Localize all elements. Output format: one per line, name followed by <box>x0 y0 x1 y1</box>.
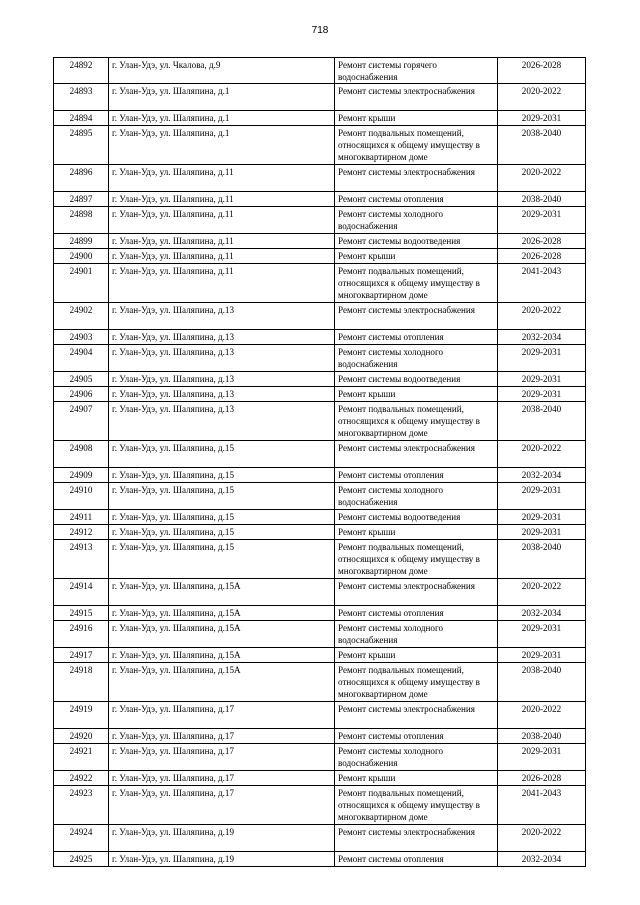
row-number: 24898 <box>54 207 109 234</box>
row-work-type: Ремонт системы отопления <box>335 606 498 621</box>
row-address: г. Улан-Удэ, ул. Шаляпина, д.15А <box>109 648 335 663</box>
row-work-type: Ремонт системы отопления <box>335 729 498 744</box>
row-work-type: Ремонт системы горячего водоснабжения <box>335 58 498 84</box>
row-work-type: Ремонт подвальных помещений, относящихся к общему имуществу в многоквартирном доме <box>335 540 498 579</box>
row-address: г. Улан-Удэ, ул. Шаляпина, д.19 <box>109 852 335 867</box>
row-work-type: Ремонт системы электроснабжения <box>335 579 498 606</box>
row-number: 24922 <box>54 771 109 786</box>
row-work-type: Ремонт подвальных помещений, относящихся к общему имуществу в многоквартирном доме <box>335 264 498 303</box>
table-row <box>54 483 586 510</box>
table-row <box>54 165 586 192</box>
row-number: 24904 <box>54 345 109 372</box>
row-number: 24895 <box>54 126 109 165</box>
row-period: 2029-2031 <box>498 621 586 648</box>
row-number: 24894 <box>54 111 109 126</box>
row-address: г. Улан-Удэ, ул. Шаляпина, д.13 <box>109 330 335 345</box>
table-row <box>54 330 586 345</box>
row-work-type: Ремонт системы отопления <box>335 192 498 207</box>
row-address: г. Улан-Удэ, ул. Шаляпина, д.13 <box>109 402 335 441</box>
row-number: 24914 <box>54 579 109 606</box>
row-period: 2029-2031 <box>498 111 586 126</box>
row-number: 24911 <box>54 510 109 525</box>
table-row <box>54 606 586 621</box>
row-number: 24915 <box>54 606 109 621</box>
table-row <box>54 84 586 111</box>
row-work-type: Ремонт системы холодного водоснабжения <box>335 744 498 771</box>
row-period: 2041-2043 <box>498 786 586 825</box>
table-row <box>54 234 586 249</box>
row-number: 24902 <box>54 303 109 330</box>
row-number: 24893 <box>54 84 109 111</box>
row-number: 24907 <box>54 402 109 441</box>
row-period: 2032-2034 <box>498 606 586 621</box>
row-address: г. Улан-Удэ, ул. Шаляпина, д.17 <box>109 771 335 786</box>
row-work-type: Ремонт системы холодного водоснабжения <box>335 621 498 648</box>
row-work-type: Ремонт подвальных помещений, относящихся к общему имуществу в многоквартирном доме <box>335 786 498 825</box>
table-row <box>54 771 586 786</box>
row-address: г. Улан-Удэ, ул. Шаляпина, д.13 <box>109 372 335 387</box>
row-number: 24905 <box>54 372 109 387</box>
row-work-type: Ремонт крыши <box>335 525 498 540</box>
row-period: 2041-2043 <box>498 264 586 303</box>
row-address: г. Улан-Удэ, ул. Шаляпина, д.15 <box>109 468 335 483</box>
row-period: 2038-2040 <box>498 540 586 579</box>
row-number: 24913 <box>54 540 109 579</box>
row-work-type: Ремонт системы электроснабжения <box>335 825 498 852</box>
row-address: г. Улан-Удэ, ул. Шаляпина, д.15А <box>109 606 335 621</box>
row-number: 24909 <box>54 468 109 483</box>
row-period: 2029-2031 <box>498 345 586 372</box>
row-period: 2020-2022 <box>498 825 586 852</box>
row-address: г. Улан-Удэ, ул. Шаляпина, д.1 <box>109 126 335 165</box>
row-address: г. Улан-Удэ, ул. Шаляпина, д.11 <box>109 207 335 234</box>
table-row <box>54 621 586 648</box>
row-period: 2020-2022 <box>498 441 586 468</box>
row-address: г. Улан-Удэ, ул. Шаляпина, д.1 <box>109 111 335 126</box>
row-period: 2032-2034 <box>498 468 586 483</box>
row-address: г. Улан-Удэ, ул. Шаляпина, д.15 <box>109 525 335 540</box>
row-work-type: Ремонт системы холодного водоснабжения <box>335 345 498 372</box>
row-period: 2038-2040 <box>498 729 586 744</box>
table-row <box>54 402 586 441</box>
row-work-type: Ремонт системы холодного водоснабжения <box>335 207 498 234</box>
row-number: 24897 <box>54 192 109 207</box>
row-period: 2026-2028 <box>498 249 586 264</box>
row-work-type: Ремонт системы водоотведения <box>335 234 498 249</box>
row-work-type: Ремонт подвальных помещений, относящихся к общему имуществу в многоквартирном доме <box>335 402 498 441</box>
row-address: г. Улан-Удэ, ул. Шаляпина, д.1 <box>109 84 335 111</box>
row-address: г. Улан-Удэ, ул. Шаляпина, д.11 <box>109 264 335 303</box>
row-period: 2029-2031 <box>498 207 586 234</box>
row-work-type: Ремонт системы водоотведения <box>335 510 498 525</box>
row-period: 2038-2040 <box>498 126 586 165</box>
row-work-type: Ремонт системы электроснабжения <box>335 84 498 111</box>
row-work-type: Ремонт системы электроснабжения <box>335 165 498 192</box>
row-number: 24925 <box>54 852 109 867</box>
table-row <box>54 663 586 702</box>
table-row <box>54 58 586 84</box>
row-number: 24923 <box>54 786 109 825</box>
row-address: г. Улан-Удэ, ул. Шаляпина, д.11 <box>109 234 335 249</box>
row-address: г. Улан-Удэ, ул. Шаляпина, д.13 <box>109 345 335 372</box>
row-address: г. Улан-Удэ, ул. Шаляпина, д.17 <box>109 786 335 825</box>
table-row <box>54 264 586 303</box>
row-address: г. Улан-Удэ, ул. Шаляпина, д.19 <box>109 825 335 852</box>
row-address: г. Улан-Удэ, ул. Шаляпина, д.15А <box>109 663 335 702</box>
page-number: 718 <box>311 25 329 36</box>
row-number: 24892 <box>54 58 109 84</box>
table-row <box>54 372 586 387</box>
row-number: 24901 <box>54 264 109 303</box>
row-work-type: Ремонт системы электроснабжения <box>335 441 498 468</box>
row-period: 2029-2031 <box>498 387 586 402</box>
row-number: 24918 <box>54 663 109 702</box>
row-period: 2020-2022 <box>498 579 586 606</box>
row-period: 2032-2034 <box>498 852 586 867</box>
table-row <box>54 387 586 402</box>
row-address: г. Улан-Удэ, ул. Шаляпина, д.15 <box>109 510 335 525</box>
row-period: 2032-2034 <box>498 330 586 345</box>
table-row <box>54 729 586 744</box>
row-period: 2038-2040 <box>498 192 586 207</box>
row-period: 2026-2028 <box>498 234 586 249</box>
row-number: 24920 <box>54 729 109 744</box>
row-address: г. Улан-Удэ, ул. Шаляпина, д.15 <box>109 540 335 579</box>
row-period: 2020-2022 <box>498 165 586 192</box>
row-number: 24921 <box>54 744 109 771</box>
row-work-type: Ремонт крыши <box>335 771 498 786</box>
row-period: 2020-2022 <box>498 84 586 111</box>
row-address: г. Улан-Удэ, ул. Шаляпина, д.17 <box>109 729 335 744</box>
row-work-type: Ремонт системы отопления <box>335 468 498 483</box>
row-period: 2029-2031 <box>498 372 586 387</box>
table-row <box>54 702 586 729</box>
table-row <box>54 525 586 540</box>
row-period: 2029-2031 <box>498 483 586 510</box>
repair-schedule-table <box>53 57 586 867</box>
row-number: 24906 <box>54 387 109 402</box>
row-number: 24919 <box>54 702 109 729</box>
row-number: 24900 <box>54 249 109 264</box>
row-period: 2020-2022 <box>498 303 586 330</box>
row-period: 2029-2031 <box>498 648 586 663</box>
table-row <box>54 744 586 771</box>
row-period: 2029-2031 <box>498 510 586 525</box>
row-period: 2029-2031 <box>498 744 586 771</box>
row-address: г. Улан-Удэ, ул. Чкалова, д.9 <box>109 58 335 84</box>
table-row <box>54 540 586 579</box>
row-work-type: Ремонт подвальных помещений, относящихся к общему имуществу в многоквартирном доме <box>335 126 498 165</box>
row-address: г. Улан-Удэ, ул. Шаляпина, д.15 <box>109 483 335 510</box>
table-row <box>54 303 586 330</box>
row-work-type: Ремонт крыши <box>335 387 498 402</box>
row-number: 24899 <box>54 234 109 249</box>
row-number: 24896 <box>54 165 109 192</box>
row-period: 2026-2028 <box>498 771 586 786</box>
table-row <box>54 111 586 126</box>
table-row <box>54 249 586 264</box>
table-row <box>54 648 586 663</box>
row-number: 24910 <box>54 483 109 510</box>
row-work-type: Ремонт крыши <box>335 249 498 264</box>
row-work-type: Ремонт системы электроснабжения <box>335 303 498 330</box>
row-address: г. Улан-Удэ, ул. Шаляпина, д.15А <box>109 579 335 606</box>
row-period: 2026-2028 <box>498 58 586 84</box>
table-row <box>54 786 586 825</box>
table-row <box>54 825 586 852</box>
row-address: г. Улан-Удэ, ул. Шаляпина, д.13 <box>109 303 335 330</box>
table-body <box>54 58 586 867</box>
row-number: 24908 <box>54 441 109 468</box>
table-row <box>54 207 586 234</box>
row-address: г. Улан-Удэ, ул. Шаляпина, д.17 <box>109 702 335 729</box>
row-number: 24924 <box>54 825 109 852</box>
table-row <box>54 579 586 606</box>
row-period: 2029-2031 <box>498 525 586 540</box>
row-number: 24912 <box>54 525 109 540</box>
table-row <box>54 852 586 867</box>
row-address: г. Улан-Удэ, ул. Шаляпина, д.11 <box>109 165 335 192</box>
row-address: г. Улан-Удэ, ул. Шаляпина, д.15 <box>109 441 335 468</box>
table-row <box>54 126 586 165</box>
row-work-type: Ремонт системы отопления <box>335 330 498 345</box>
table-row <box>54 510 586 525</box>
row-work-type: Ремонт крыши <box>335 648 498 663</box>
row-period: 2038-2040 <box>498 402 586 441</box>
row-address: г. Улан-Удэ, ул. Шаляпина, д.11 <box>109 192 335 207</box>
row-work-type: Ремонт системы холодного водоснабжения <box>335 483 498 510</box>
row-work-type: Ремонт системы электроснабжения <box>335 702 498 729</box>
row-period: 2020-2022 <box>498 702 586 729</box>
row-address: г. Улан-Удэ, ул. Шаляпина, д.17 <box>109 744 335 771</box>
row-work-type: Ремонт системы отопления <box>335 852 498 867</box>
row-address: г. Улан-Удэ, ул. Шаляпина, д.13 <box>109 387 335 402</box>
row-work-type: Ремонт подвальных помещений, относящихся к общему имуществу в многоквартирном доме <box>335 663 498 702</box>
row-number: 24917 <box>54 648 109 663</box>
row-number: 24903 <box>54 330 109 345</box>
table-row <box>54 441 586 468</box>
row-work-type: Ремонт крыши <box>335 111 498 126</box>
table-row <box>54 345 586 372</box>
table-row <box>54 468 586 483</box>
row-work-type: Ремонт системы водоотведения <box>335 372 498 387</box>
row-address: г. Улан-Удэ, ул. Шаляпина, д.15А <box>109 621 335 648</box>
row-period: 2038-2040 <box>498 663 586 702</box>
table-row <box>54 192 586 207</box>
row-number: 24916 <box>54 621 109 648</box>
row-address: г. Улан-Удэ, ул. Шаляпина, д.11 <box>109 249 335 264</box>
